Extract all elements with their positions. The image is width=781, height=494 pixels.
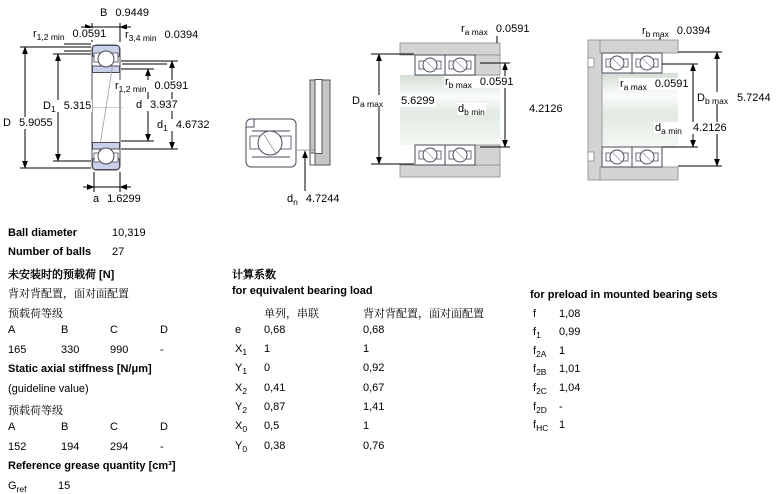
factor-row-f1 bbox=[530, 326, 775, 345]
value-cell: 165 bbox=[8, 343, 27, 356]
value-cell: - bbox=[160, 440, 164, 453]
factor-symbol: e bbox=[235, 323, 242, 336]
factor-row-f2A bbox=[530, 345, 775, 364]
factor-value: 1 bbox=[559, 419, 566, 432]
factor-symbol: $Y_0$ bbox=[235, 439, 248, 454]
factor-row-f2B bbox=[530, 363, 775, 382]
dim-value-da-min: 4.2126 bbox=[693, 122, 727, 134]
factor-value: 0,99 bbox=[559, 326, 581, 339]
factor-value: 0,76 bbox=[363, 439, 385, 452]
factor-value: 1 bbox=[363, 343, 370, 356]
factor-row-e bbox=[232, 324, 528, 343]
dim-value-Da-max: 5.6299 bbox=[401, 95, 435, 107]
factor-symbol: $f_{2C}$ bbox=[533, 381, 547, 397]
factor-row-Y1 bbox=[232, 362, 528, 381]
value-cell: 152 bbox=[8, 440, 27, 453]
header-cell: C bbox=[110, 421, 118, 434]
empty-cell bbox=[235, 305, 264, 324]
factor-symbol: $Y_2$ bbox=[235, 401, 248, 416]
factor-symbol: $f_1$ bbox=[533, 326, 541, 341]
factor-value: 1 bbox=[559, 344, 566, 357]
factor-symbol: $f_{2A}$ bbox=[533, 344, 547, 359]
factor-value: 1,01 bbox=[559, 363, 581, 376]
factor-row-Y0 bbox=[232, 440, 528, 459]
equivalent-load-subtitle: for equivalent bearing load bbox=[232, 285, 373, 298]
dim-label-r34-min: $r_{3,4 min}$ 0.0394 bbox=[125, 29, 199, 44]
factor-value: 0,68 bbox=[363, 323, 385, 336]
grease-value: 15 bbox=[58, 479, 71, 492]
preload-unmounted-subtitle: 背对背配置，面对面配置 bbox=[8, 288, 129, 301]
dim-label-B: B 0.9449 bbox=[100, 7, 149, 19]
spec-table-left bbox=[8, 227, 230, 494]
factors-title: 计算系数 bbox=[232, 269, 276, 281]
factor-symbol: $X_0$ bbox=[235, 420, 248, 435]
factor-symbol: $f_{HC}$ bbox=[533, 419, 549, 434]
dim-label-ra-max: $r_{a max}$ 0.0591 bbox=[461, 23, 530, 38]
drawing-mounted-set-da-db bbox=[371, 36, 510, 177]
ball-diameter-value: 10,319 bbox=[112, 227, 146, 239]
dim-label-r12-min-side: $r_{1,2 min}$ 0.0591 bbox=[115, 80, 189, 95]
calculation-factors-table bbox=[232, 266, 528, 459]
header-cell: B bbox=[61, 421, 69, 434]
header-cell: A bbox=[8, 324, 16, 337]
grease-title: Reference grease quantity [cm³] bbox=[8, 460, 176, 473]
dim-label-da-min: $d_{a min}$ bbox=[655, 122, 682, 137]
preload-unmounted-title: 未安装时的预载荷 [N] bbox=[8, 268, 115, 281]
value-cell: 194 bbox=[61, 440, 80, 453]
dim-value-db-min: 4.2126 bbox=[529, 103, 563, 115]
factor-value: 1,08 bbox=[559, 307, 581, 320]
dim-label-D: D 5.9055 bbox=[3, 117, 53, 129]
dim-label-dn: $d_n$ 4.7244 bbox=[287, 193, 340, 208]
dim-label-D1: $D_1$ 5.315 bbox=[43, 100, 92, 115]
dim-label-d1: $d_1$ 4.6732 bbox=[157, 119, 210, 134]
value-cell: 294 bbox=[110, 440, 129, 453]
dim-label-rb-max: $r_{b max}$ 0.0591 bbox=[445, 76, 514, 91]
factor-value: 0 bbox=[264, 362, 271, 375]
row-grease-quantity bbox=[8, 480, 230, 494]
ball-diameter-label: Ball diameter bbox=[8, 227, 78, 239]
factor-row-f bbox=[530, 308, 775, 327]
value-cell: - bbox=[160, 343, 164, 356]
stiffness-class-label: 预载荷等级 bbox=[8, 404, 63, 417]
factor-value: 0,68 bbox=[264, 323, 286, 336]
header-cell: D bbox=[160, 421, 168, 434]
factor-value: 0,92 bbox=[363, 362, 385, 375]
dim-label-a: a 1.6299 bbox=[93, 193, 141, 205]
number-of-balls-label: Number of balls bbox=[8, 246, 92, 259]
dim-label-rb-max-2: $r_{b max}$ 0.0394 bbox=[642, 25, 711, 40]
factor-value: 0,38 bbox=[264, 439, 286, 452]
dim-value-Db-max: 5.7244 bbox=[737, 92, 771, 104]
factor-row-f2C bbox=[530, 382, 775, 401]
factor-value: 0,67 bbox=[363, 381, 385, 394]
stiffness-class-headers bbox=[8, 421, 230, 440]
dim-label-Db-max: $D_{b max}$ bbox=[697, 92, 729, 107]
factor-value: 0,41 bbox=[264, 381, 286, 394]
factor-symbol: $Y_1$ bbox=[235, 362, 248, 377]
header-cell: A bbox=[8, 421, 16, 434]
preload-class-headers bbox=[8, 324, 230, 343]
stiffness-values bbox=[8, 441, 230, 460]
preload-class-label: 预载荷等级 bbox=[8, 307, 63, 320]
factor-value: 1,04 bbox=[559, 381, 581, 394]
grease-symbol: $G_{ref}$ bbox=[8, 479, 27, 494]
factor-symbol: $X_1$ bbox=[235, 343, 248, 358]
preload-class-values bbox=[8, 344, 230, 363]
row-ball-diameter bbox=[8, 227, 230, 246]
dim-label-Da-max: $D_{a max}$ bbox=[352, 95, 384, 110]
factor-row-fHC bbox=[530, 419, 775, 438]
factor-value: 1 bbox=[264, 343, 271, 356]
value-cell: 330 bbox=[61, 343, 80, 356]
factor-symbol: $X_2$ bbox=[235, 381, 248, 396]
header-single-tandem: 单列，串联 bbox=[264, 307, 319, 320]
preload-factors-table bbox=[530, 289, 775, 438]
factor-value: - bbox=[559, 400, 563, 413]
factor-value: 0,5 bbox=[264, 420, 280, 433]
factor-value: 1,41 bbox=[363, 401, 385, 414]
equivalent-load-headers bbox=[232, 305, 528, 324]
dim-label-ra-max-2: $r_{a max}$ 0.0591 bbox=[620, 78, 689, 93]
stiffness-title: Static axial stiffness [N/μm] bbox=[8, 363, 152, 376]
number-of-balls-value: 27 bbox=[112, 246, 125, 259]
stiffness-subtitle: (guideline value) bbox=[8, 382, 89, 395]
factor-symbol: f bbox=[533, 307, 537, 320]
drawing-mounted-set-db-da bbox=[588, 36, 722, 180]
factor-row-f2D bbox=[530, 401, 775, 420]
row-number-of-balls bbox=[8, 246, 230, 265]
drawing-bearing-with-sleeve bbox=[246, 80, 330, 192]
preload-sets-subtitle: for preload in mounted bearing sets bbox=[530, 289, 718, 301]
factor-row-X2 bbox=[232, 382, 528, 401]
factor-row-Y2 bbox=[232, 401, 528, 420]
factor-symbol: $f_{2B}$ bbox=[533, 363, 547, 378]
factor-row-X0 bbox=[232, 420, 528, 439]
dim-label-db-min: $d_{b min}$ bbox=[458, 103, 485, 118]
factor-row-X1 bbox=[232, 343, 528, 362]
value-cell: 990 bbox=[110, 343, 129, 356]
header-back-to-back: 背对背配置，面对面配置 bbox=[363, 307, 484, 320]
header-cell: C bbox=[110, 324, 118, 337]
header-cell: B bbox=[61, 324, 69, 337]
factor-value: 0,87 bbox=[264, 401, 286, 414]
header-cell: D bbox=[160, 324, 168, 337]
factor-value: 1 bbox=[363, 420, 370, 433]
dim-label-d: d 3.937 bbox=[136, 99, 178, 111]
dim-label-r12-min-top: $r_{1,2 min}$ 0.0591 bbox=[33, 28, 107, 43]
factor-symbol: $f_{2D}$ bbox=[533, 400, 547, 415]
